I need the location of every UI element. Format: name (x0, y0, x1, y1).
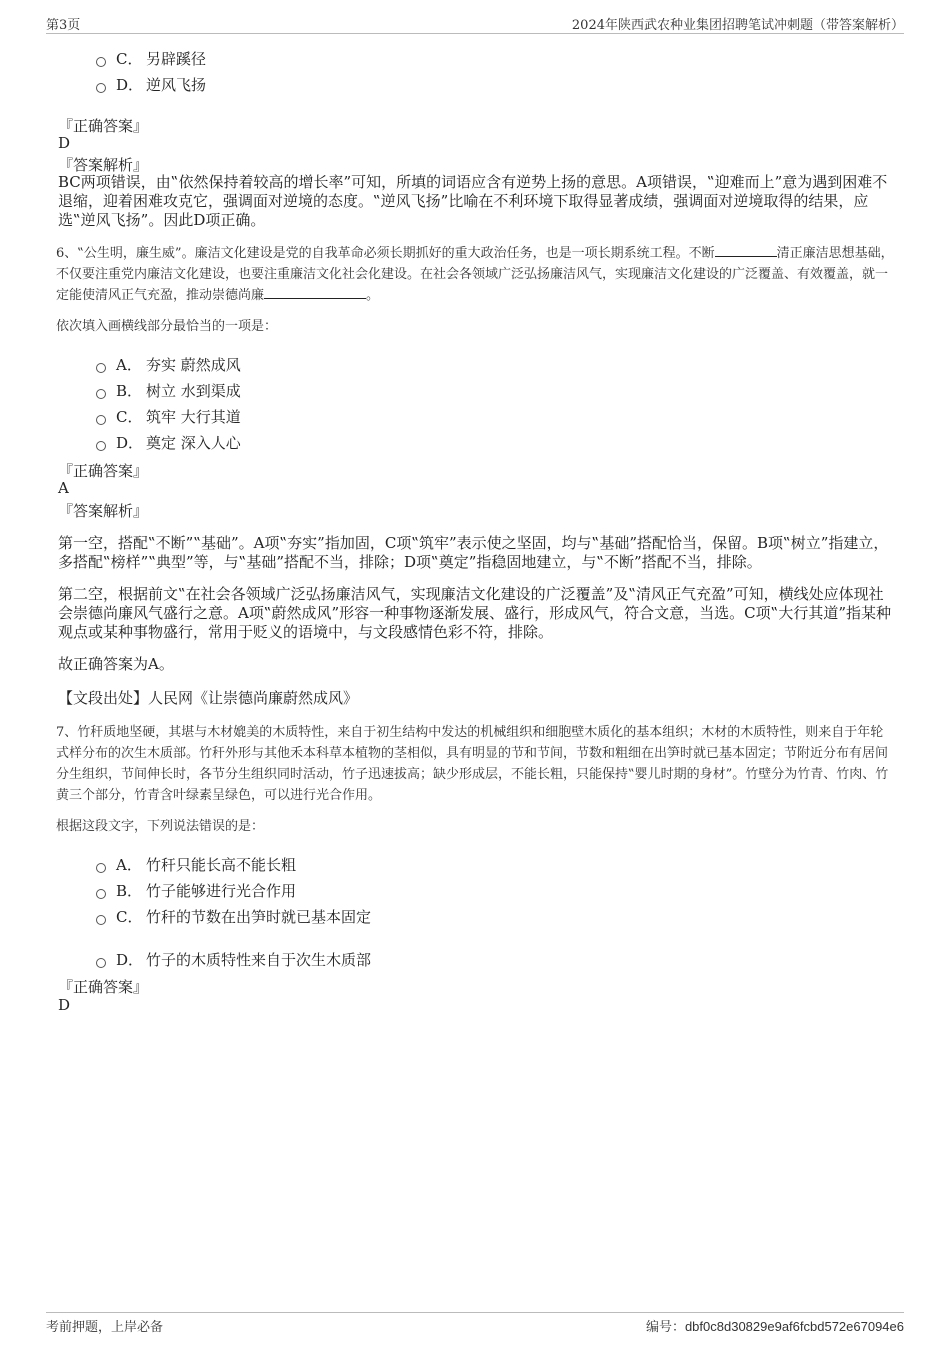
q7-answer: D (58, 996, 71, 1014)
document-title: 2024年陕西武农种业集团招聘笔试冲刺题（带答案解析） (571, 18, 904, 33)
page-footer (46, 1312, 904, 1335)
q5-answer: D (58, 134, 71, 152)
radio-icon[interactable] (96, 863, 106, 873)
q7-option-d[interactable]: D． 竹子的木质特性来自于次生木质部 (96, 949, 371, 970)
radio-icon[interactable] (96, 915, 106, 925)
q6-stem: 6、‟公生明，廉生威”。廉洁文化建设是党的自我革命必须长期抓好的重大政治任务，也是一项长期系统工程。不断 清正廉洁思想基础，不仅要注重党内廉洁文化建设，也要注重廉洁文化社会化建设。在社会各领域广泛弘扬廉洁风气，实现廉洁文化建设的广泛覆盖、有效覆盖，就一定能使清风正气充盈，推动崇德尚廉 。 (56, 246, 894, 303)
radio-icon[interactable] (96, 958, 106, 968)
q5-option-d[interactable]: D． 逆风飞扬 (96, 74, 206, 95)
q6-option-a[interactable]: A． 夯实 蔚然成风 (96, 354, 241, 375)
q5-analysis: BC两项错误，由‟依然保持着较高的增长率”可知，所填的词语应含有逆势上扬的意思。A项错误，‟迎难而上”意为遇到困难不退缩，迎着困难攻克它，强调面对逆境的态度。‟逆风飞扬”比喻在不利环境下取得显著成绩，强调面对逆境取得的结果，应选‟逆风飞扬”。因此D项正确。 (58, 173, 888, 229)
q6-option-b[interactable]: B． 树立 水到渠成 (96, 380, 241, 401)
q7-prompt: 根据这段文字，下列说法错误的是： (56, 819, 265, 834)
fill-blank-1 (715, 244, 777, 257)
radio-icon[interactable] (96, 441, 106, 451)
fill-blank-2 (264, 286, 366, 299)
q6-source: 【文段出处】人民网《让崇德尚廉蔚然成风》 (58, 689, 359, 707)
radio-icon[interactable] (96, 889, 106, 899)
q6-analysis-p1: 第一空，搭配‟不断”‟基础”。A项‟夯实”指加固，C项‟筑牢”表示使之坚固，均与‟基础”搭配恰当，保留。B项‟树立”指建立，多搭配‟榜样”‟典型”等，与‟基础”搭配不当，排除；D项‟奠定”指稳固地建立，与‟不断”搭配不当，排除。 (58, 534, 889, 571)
q7-stem: 7、竹秆质地坚硬，其堪与木材媲美的木质特性，来自于初生结构中发达的机械组织和细胞壁木质化的基本组织；木材的木质特性，则来自于年轮式样分布的次生木质部。竹秆外形与其他禾本科草本植物的茎相似，具有明显的节和节间，节数和粗细在出笋时就已基本固定；节附近分布有居间分生组织，节间伸长时，各节分生组织同时活动，竹子迅速拔高；缺少形成层，不能长粗，只能保持‟婴儿时期的身材”。竹壁分为竹青、竹肉、竹黄三个部分，竹青含叶绿素呈绿色，可以进行光合作用。 (56, 725, 889, 803)
q6-answer-label: 『正确答案』 (58, 462, 149, 480)
q6-analysis-label: 『答案解析』 (58, 502, 149, 520)
q6-answer: A (58, 479, 69, 497)
radio-icon[interactable] (96, 389, 106, 399)
q5-analysis-label: 『答案解析』 (58, 156, 149, 174)
q7-option-a[interactable]: A． 竹秆只能长高不能长粗 (96, 854, 296, 875)
q6-option-d[interactable]: D． 奠定 深入人心 (96, 432, 241, 453)
document-code: 编号：dbf0c8d30829e9af6fcbd572e67094e6 (645, 1319, 904, 1335)
radio-icon[interactable] (96, 363, 106, 373)
radio-icon[interactable] (96, 415, 106, 425)
footer-slogan: 考前押题，上岸必备 (46, 1320, 164, 1335)
page-number: 第3页 (46, 18, 81, 33)
radio-icon[interactable] (96, 57, 106, 67)
q5-option-c[interactable]: C． 另辟蹊径 (96, 48, 206, 69)
q6-prompt: 依次填入画横线部分最恰当的一项是： (56, 319, 278, 334)
q6-analysis-p3: 故正确答案为A。 (58, 655, 174, 673)
radio-icon[interactable] (96, 83, 106, 93)
q7-option-c[interactable]: C． 竹秆的节数在出笋时就已基本固定 (96, 906, 371, 927)
q6-option-c[interactable]: C． 筑牢 大行其道 (96, 406, 241, 427)
page-header (46, 14, 904, 34)
q7-answer-label: 『正确答案』 (58, 978, 149, 996)
q5-answer-label: 『正确答案』 (58, 117, 149, 135)
q6-analysis-p2: 第二空，根据前文‟在社会各领域广泛弘扬廉洁风气，实现廉洁文化建设的广泛覆盖”及‟清风正气充盈”可知，横线处应体现社会崇德尚廉风气盛行之意。A项‟蔚然成风”形容一种事物逐渐发展、盛行，形成风气，符合文意，当选。C项‟大行其道”指某种观点或某种事物盛行，常用于贬义的语境中，与文段感情色彩不符，排除。 (58, 585, 891, 641)
q7-option-b[interactable]: B． 竹子能够进行光合作用 (96, 880, 296, 901)
